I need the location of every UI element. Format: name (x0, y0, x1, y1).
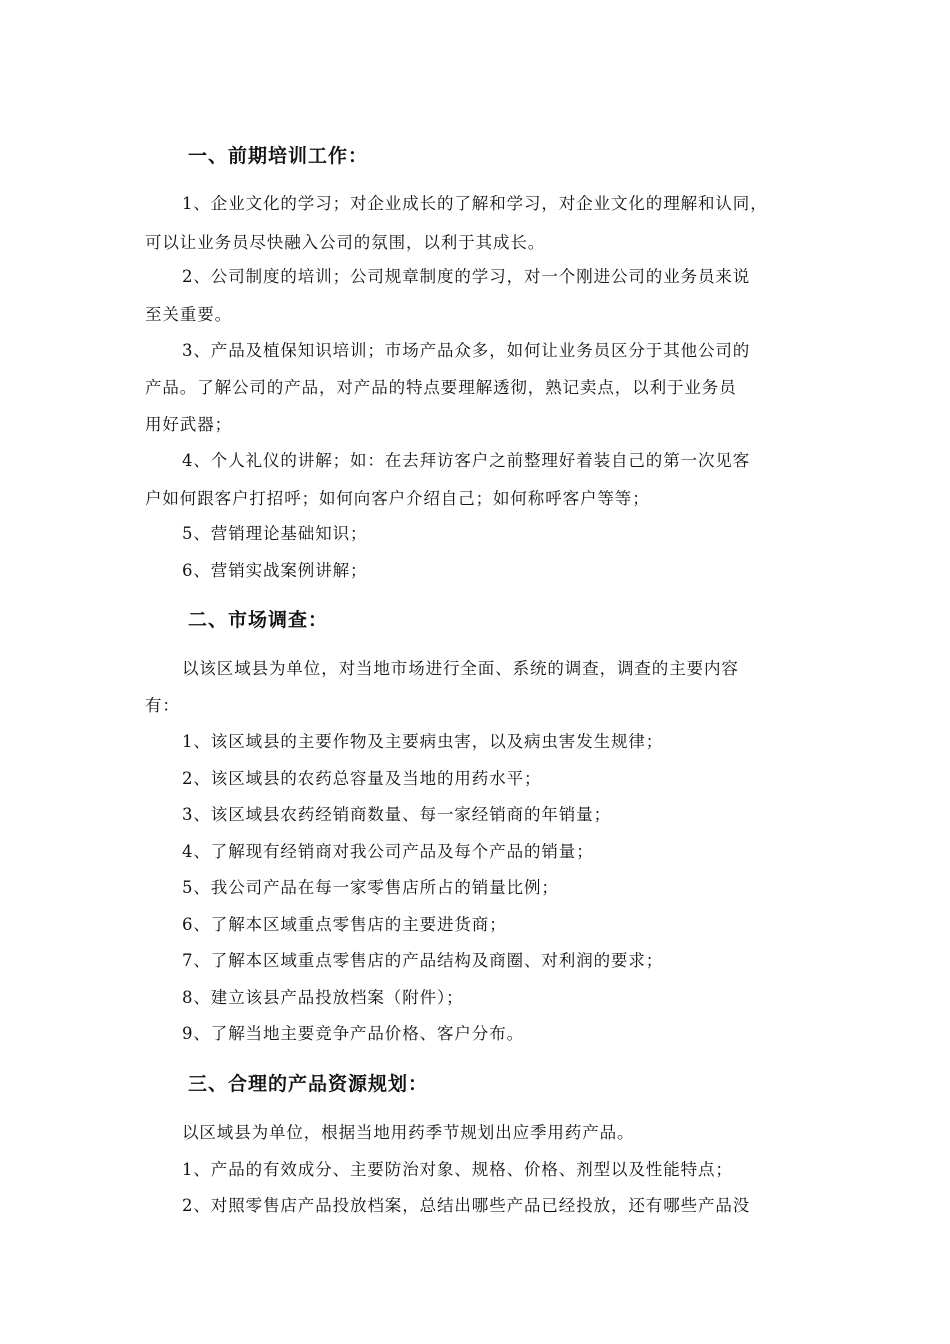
paragraph-line: 2、对照零售店产品投放档案，总结出哪些产品已经投放，还有哪些产品没 (182, 1196, 751, 1215)
paragraph-line: 有： (145, 696, 180, 715)
paragraph-line: 3、该区域县农药经销商数量、每一家经销商的年销量； (182, 805, 611, 824)
paragraph-line: 1、产品的有效成分、主要防治对象、规格、价格、剂型以及性能特点； (182, 1160, 733, 1179)
section-heading-1: 一、前期培训工作： (188, 145, 369, 167)
paragraph-line: 5、我公司产品在每一家零售店所占的销量比例； (182, 878, 559, 897)
paragraph-line: 4、了解现有经销商对我公司产品及每个产品的销量； (182, 842, 594, 861)
paragraph-line: 6、了解本区域重点零售店的主要进货商； (182, 915, 507, 934)
paragraph-line: 2、公司制度的培训；公司规章制度的学习，对一个刚进公司的业务员来说 (182, 267, 751, 286)
paragraph-line: 7、了解本区域重点零售店的产品结构及商圈、对利润的要求； (182, 951, 664, 970)
paragraph-line: 4、个人礼仪的讲解；如：在去拜访客户之前整理好着装自己的第一次见客 (182, 451, 751, 470)
paragraph-line: 1、企业文化的学习；对企业成长的了解和学习，对企业文化的理解和认同， (182, 194, 768, 213)
paragraph-line: 3、产品及植保知识培训；市场产品众多，如何让业务员区分于其他公司的 (182, 341, 751, 360)
paragraph-line: 1、该区域县的主要作物及主要病虫害，以及病虫害发生规律； (182, 732, 664, 751)
paragraph-line: 2、该区域县的农药总容量及当地的用药水平； (182, 769, 542, 788)
paragraph-line: 5、营销理论基础知识； (182, 524, 368, 543)
paragraph-line: 用好武器； (145, 415, 232, 434)
section-heading-3: 三、合理的产品资源规划： (188, 1073, 429, 1095)
paragraph-line: 8、建立该县产品投放档案（附件）； (182, 988, 464, 1007)
paragraph-line: 可以让业务员尽快融入公司的氛围，以利于其成长。 (145, 233, 546, 252)
paragraph-line: 以该区域县为单位，对当地市场进行全面、系统的调查，调查的主要内容 (182, 659, 739, 678)
paragraph-line: 以区域县为单位，根据当地用药季节规划出应季用药产品。 (182, 1123, 635, 1142)
paragraph-line: 9、了解当地主要竞争产品价格、客户分布。 (182, 1024, 524, 1043)
paragraph-line: 户如何跟客户打招呼；如何向客户介绍自己；如何称呼客户等等； (145, 489, 650, 508)
paragraph-line: 至关重要。 (145, 305, 232, 324)
section-heading-2: 二、市场调查： (188, 609, 329, 631)
paragraph-line: 6、营销实战案例讲解； (182, 561, 368, 580)
paragraph-line: 产品。了解公司的产品，对产品的特点要理解透彻，熟记卖点，以利于业务员 (145, 378, 737, 397)
